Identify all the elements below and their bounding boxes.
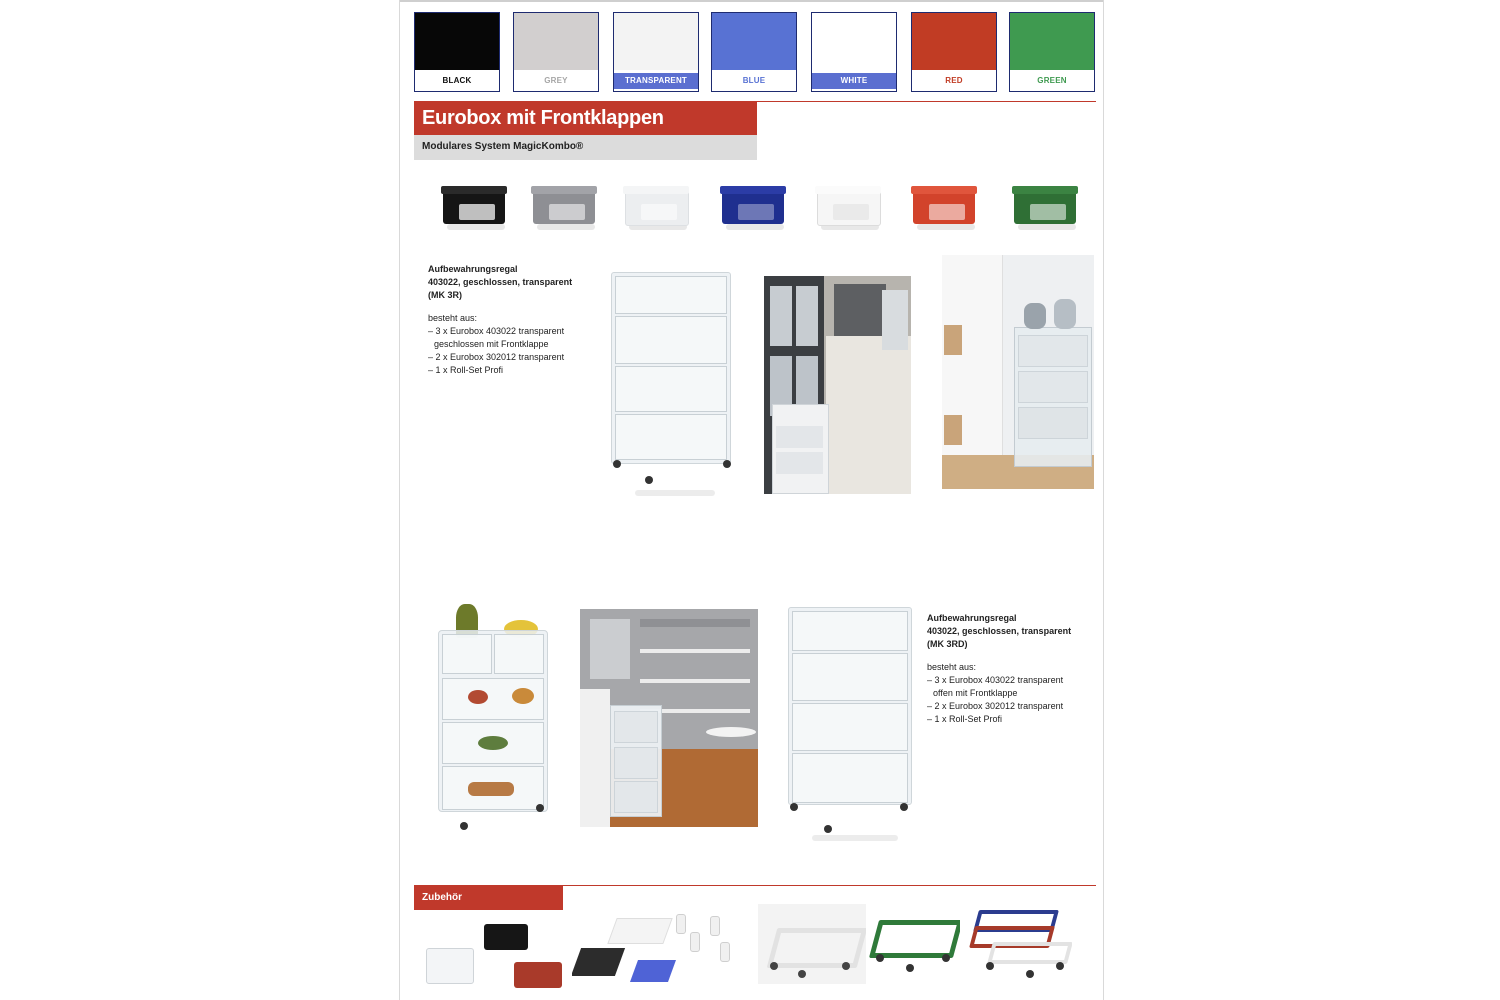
swatch-red	[911, 12, 997, 92]
product-1-code: (MK 3R)	[428, 290, 462, 300]
swatch-label: TRANSPARENT	[614, 73, 698, 89]
product-2-item: offen mit Frontklappe	[933, 688, 1018, 698]
product-2-item: – 3 x Eurobox 403022 transparent	[927, 675, 1064, 685]
accessory-roller-stack-image	[966, 906, 1072, 982]
swatch-label: BLUE	[742, 76, 766, 85]
accessories-title: Zubehör	[422, 892, 462, 903]
swatch-label: GREEN	[1037, 76, 1067, 85]
accessory-roller-green-image	[868, 910, 960, 976]
eurobox-grey	[531, 184, 597, 232]
swatch-blue	[711, 12, 797, 92]
swatch-label: BLACK	[442, 76, 472, 85]
product-1-model: 403022, geschlossen, transparent	[428, 277, 573, 287]
product-fruit-cart-image	[428, 600, 566, 838]
eurobox-green	[1012, 184, 1078, 232]
subtitle-bar	[414, 135, 757, 160]
accessories-bar	[414, 886, 563, 910]
swatch-fill	[812, 13, 896, 70]
title-bar	[414, 102, 757, 135]
eurobox-red	[911, 184, 977, 232]
product-2-cart-image	[782, 603, 916, 843]
page-title: Eurobox mit Frontklappen	[422, 107, 664, 129]
swatch-white	[811, 12, 897, 92]
swatch-green	[1009, 12, 1095, 92]
product-1-item: – 2 x Eurobox 302012 transparent	[428, 352, 565, 362]
eurobox-blue	[720, 184, 786, 232]
swatch-grey	[513, 12, 599, 92]
product-1-item: – 1 x Roll-Set Profi	[428, 365, 504, 375]
eurobox-transparent	[623, 184, 689, 232]
product-1-description	[428, 263, 608, 377]
product-1-cart-image	[605, 268, 735, 498]
product-1-title: Aufbewahrungsregal	[428, 264, 518, 274]
product-1-consists: besteht aus:	[428, 313, 478, 323]
eurobox-white	[815, 184, 881, 232]
product-2-title: Aufbewahrungsregal	[927, 613, 1017, 623]
accessory-roller-grey-image	[758, 904, 866, 984]
swatch-black	[414, 12, 500, 92]
swatch-fill	[712, 13, 796, 70]
swatch-fill	[514, 13, 598, 70]
eurobox-black	[441, 184, 507, 232]
product-2-consists: besteht aus:	[927, 662, 977, 672]
room-photo-window	[764, 276, 911, 494]
top-border	[400, 0, 1103, 2]
swatch-fill	[614, 13, 698, 70]
product-2-description	[927, 612, 1099, 726]
product-2-item: – 2 x Eurobox 302012 transparent	[927, 701, 1064, 711]
swatch-label: GREY	[544, 76, 568, 85]
swatch-fill	[912, 13, 996, 70]
swatch-label: WHITE	[812, 73, 896, 89]
swatch-transparent	[613, 12, 699, 92]
room-photo-bathroom	[942, 255, 1094, 489]
product-2-model: 403022, geschlossen, transparent	[927, 626, 1072, 636]
product-2-item: – 1 x Roll-Set Profi	[927, 714, 1003, 724]
room-photo-kitchen	[580, 609, 758, 827]
product-1-item: – 3 x Eurobox 403022 transparent	[428, 326, 565, 336]
page-subtitle: Modulares System MagicKombo®	[422, 141, 584, 152]
product-2-code: (MK 3RD)	[927, 639, 968, 649]
swatch-fill	[1010, 13, 1094, 70]
swatch-fill	[415, 13, 499, 70]
accessory-boxes-image	[422, 918, 582, 992]
accessory-lids-feet-image	[572, 912, 740, 990]
catalog-page	[399, 0, 1104, 1000]
swatch-label: RED	[945, 76, 963, 85]
product-1-item: geschlossen mit Frontklappe	[434, 339, 549, 349]
